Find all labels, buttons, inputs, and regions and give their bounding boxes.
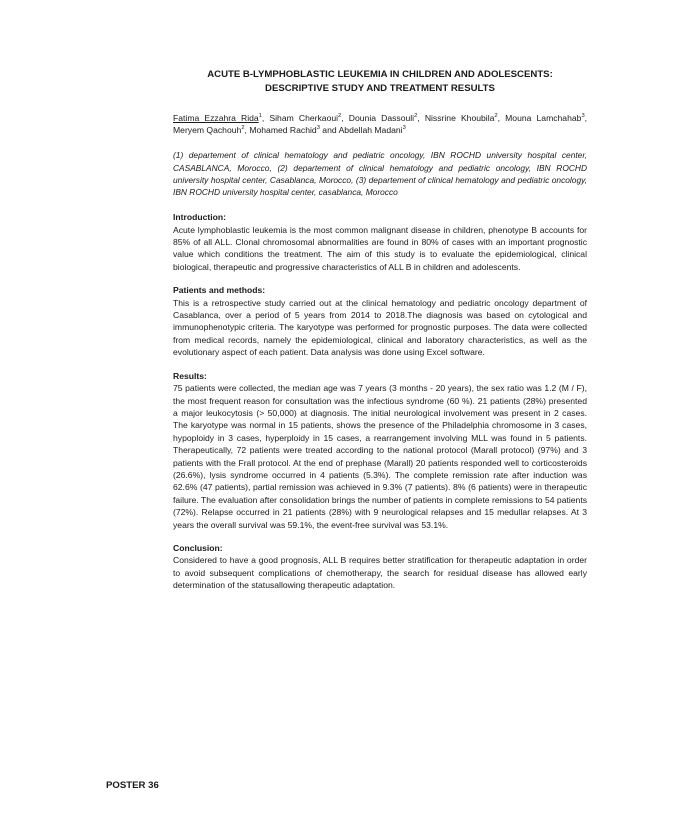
author-affiliation-mark: 2: [241, 125, 245, 132]
author-separator: ,: [417, 113, 425, 123]
author-name: Fatima Ezzahra Rida: [173, 113, 259, 123]
abstract-page: [173, 68, 587, 603]
author-name: Mouna Lamchahab: [505, 113, 582, 123]
section-conclusion: [173, 542, 587, 592]
author-separator: ,: [244, 125, 250, 136]
section-results: [173, 370, 587, 531]
author-name: Mohamed Rachid: [249, 125, 317, 136]
section-heading: Patients and methods:: [173, 285, 266, 296]
author-affiliation-mark: 2: [338, 113, 342, 120]
section-heading: Results:: [173, 370, 207, 381]
author-affiliation-mark: 1: [258, 113, 262, 120]
abstract-title: [173, 68, 587, 96]
author-affiliation-mark: 2: [414, 113, 418, 120]
section-introduction: [173, 211, 587, 273]
author-separator: ,: [261, 113, 270, 123]
author-separator: and: [319, 125, 339, 136]
section-body: 75 patients were collected, the median age was 7 years (3 months - 20 years), the sex ratio was 1.2 (M / F), the most frequent reason for consultation was the infectious syndrome (60 %). 21 patients (28%) presented a major leukocytosis (> 50,000) at diagnosis. The initial neurological involvement was present in 2 cases. The karyotype was normal in 15 patients, shows the presence of the Philadelphia chromosome in 3 cases, hypoploidy in 3 cases, hyperploidy in 15 cases, a rearrangement involving MLL was found in 5 patients. Therapeutically, 72 patients were treated according to the national protocol (Marall protocol) (97%) and 3 patients with the Frall protocol. At the end of prephase (Marall) 20 patients responded well to corticosteroids (26.6%), lysis syndrome occurred in 4 patients (5.3%). The complete remission rate after induction was 62.6% (47 patients), partial remission was achieved in 9.3% (7 patients). 8% (6 patients) were in therapeutic failure. The evaluation after consolidation brings the number of patients in complete remissions to 54 patients (72%). Relapse occurred in 21 patients (28%) with 9 neurological relapses and 15 medullar relapses. At 3 years the overall survival was 59.1%, the event-free survival was 53.1%.: [173, 383, 588, 530]
author-list: [173, 112, 587, 136]
poster-number-label: POSTER 36: [106, 780, 159, 791]
section-heading: Introduction:: [173, 212, 226, 223]
section-methods: [173, 284, 587, 358]
author-affiliation-mark: 3: [581, 113, 585, 120]
author-affiliation-mark: 3: [402, 125, 406, 132]
author-separator: ,: [341, 113, 349, 123]
author-affiliation-mark: 3: [316, 125, 320, 132]
section-body: Acute lymphoblastic leukemia is the most common malignant disease in children, phenotype B accounts for 85% of all ALL. Clonal chromosomal abnormalities are found in 80% of cases with an important prognostic value which conditions the treatment. The aim of this study is to evaluate the epidemiological, clinical biological, therapeutic and progressive characteristics of ALL B in children and adolescents.: [173, 224, 587, 272]
section-body: Considered to have a good prognosis, ALL B requires better stratification for therapeutic adaptation in order to avoid subsequent complications of chemotherapy, the search for residual disease has allowed early determination of the statusallowing therapeutic adaptation.: [173, 555, 587, 591]
author-name: Nissrine Khoubila: [424, 113, 495, 123]
author-name: Abdellah Madani: [338, 125, 403, 136]
affiliations: (1) departement of clinical hematology and pediatric oncology, IBN ROCHD university hospital center, CASABLANCA, Morocco, (2) departement of clinical hematology and pediatric oncology, IBN ROCHD university hospital center, Casablanca, Morocco, (3) departement of clinical hematology and pediatric oncology, IBN ROCHD university hospital center, casablanca, Morocco: [173, 150, 587, 198]
author-name: Siham Cherkaoui: [269, 113, 339, 123]
section-heading: Conclusion:: [173, 542, 223, 553]
section-body: This is a retrospective study carried out at the clinical hematology and pediatric oncology department of Casablanca, over a period of 5 years from 2014 to 2018.The diagnosis was based on cytological and immunophenotypic criteria. The karyotype was performed for prognostic purposes. The data were collected from medical records, namely the epidemiological, clinical and laboratory characteristics, as well as the evolutionary aspect of each patient. Data analysis was done using Excel software.: [173, 297, 587, 358]
author-name: Meryem Qachouh: [173, 125, 242, 136]
author-separator: ,: [584, 113, 588, 123]
author-affiliation-mark: 2: [494, 113, 498, 120]
author-separator: ,: [497, 113, 506, 123]
title-line-1: ACUTE B-LYMPHOBLASTIC LEUKEMIA IN CHILDREN AND ADOLESCENTS:: [207, 69, 553, 80]
author-name: Dounia Dassouli: [348, 113, 415, 123]
title-line-2: DESCRIPTIVE STUDY AND TREATMENT RESULTS: [265, 83, 495, 94]
